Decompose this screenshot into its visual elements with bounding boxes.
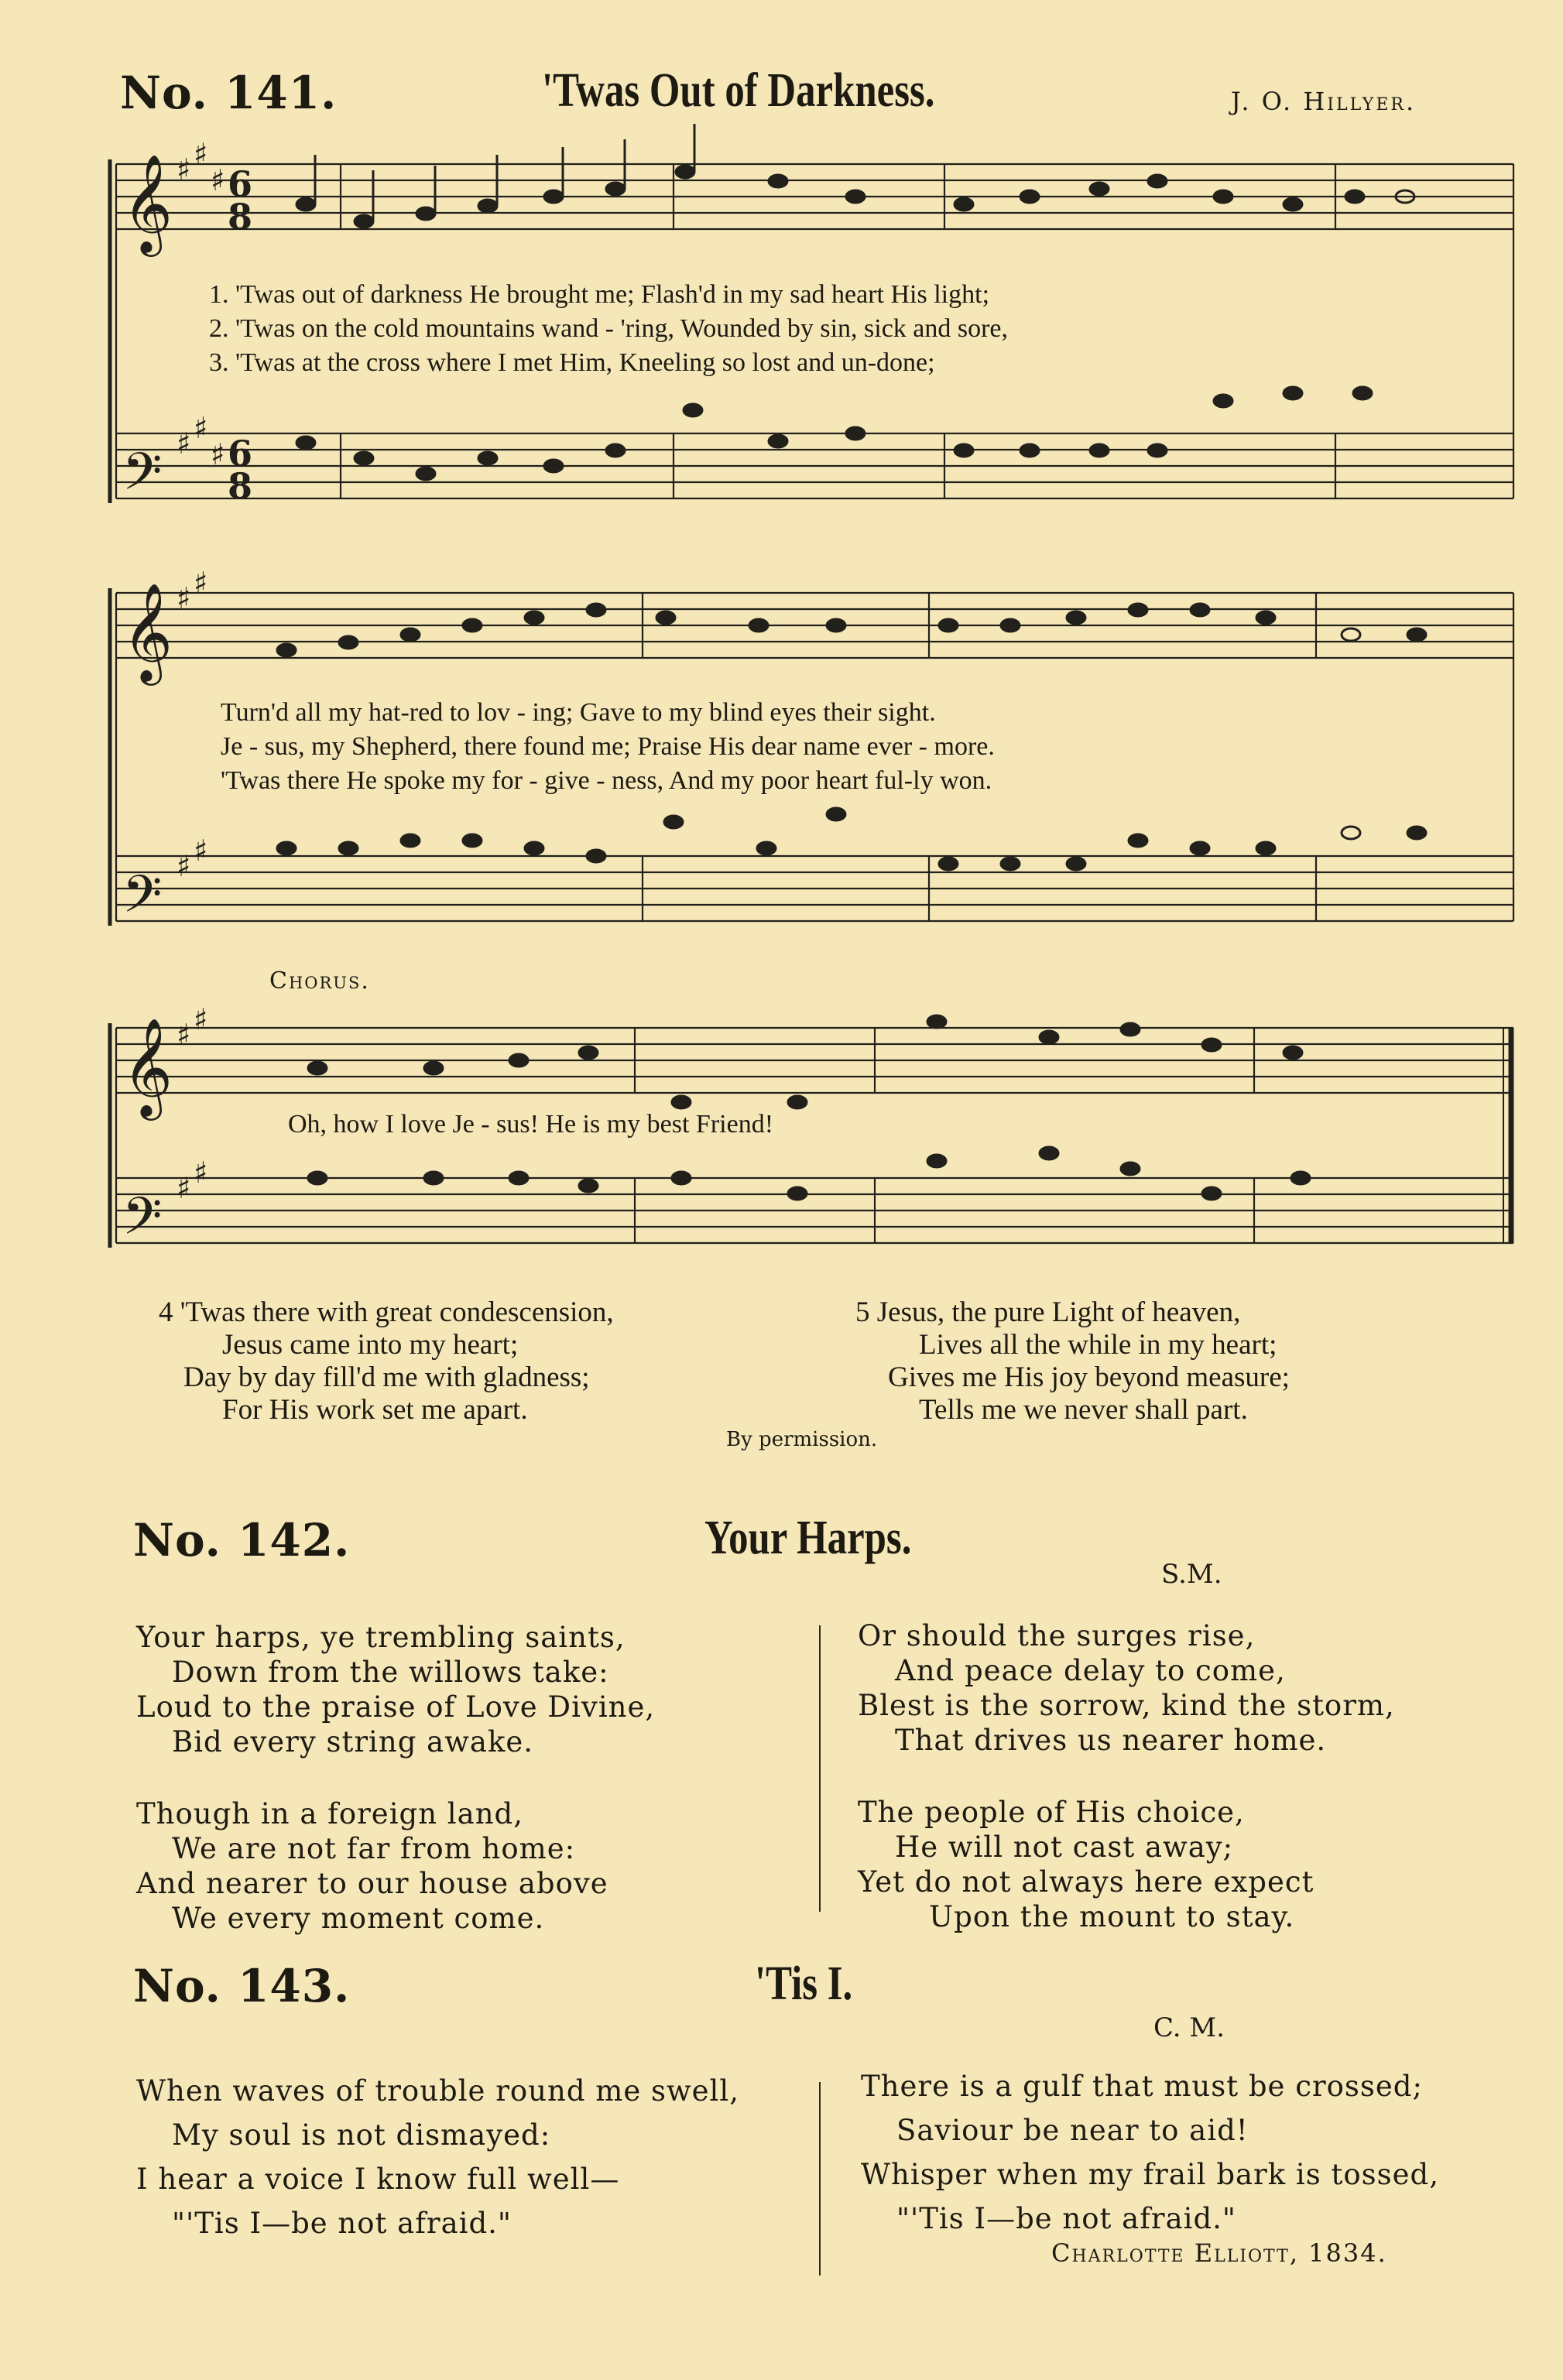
verse-line: There is a gulf that must be crossed; [861, 2070, 1423, 2103]
verse-line: 4 'Twas there with great condescension, [159, 1296, 614, 1328]
hymn-143-attribution: Charlotte Elliott, 1834. [1051, 2238, 1387, 2268]
hymn-143-number: No. 143. [133, 1960, 351, 2012]
svg-text:6: 6 [228, 163, 253, 205]
svg-text:8: 8 [228, 465, 253, 507]
permission-note: By permission. [726, 1428, 878, 1451]
staff-bass-3 [116, 1178, 1513, 1243]
hymn-143-meter: C. M. [1153, 2012, 1225, 2043]
verse-line: My soul is not dismayed: [172, 2118, 551, 2152]
bass-clef-1: 𝄢 [122, 442, 163, 514]
lyric-line: Je - sus, my Shepherd, there found me; Praise His dear name ever - more. [221, 732, 995, 761]
column-divider [819, 1625, 821, 1912]
hymn-143-right-column [861, 2070, 1439, 2236]
bass-clef-3: 𝄢 [122, 1187, 163, 1258]
staff-bass-2 [116, 856, 1513, 921]
svg-text:♯: ♯ [194, 411, 208, 445]
verse-line: "'Tis I—be not afraid." [172, 2207, 512, 2240]
svg-text:♯: ♯ [177, 152, 191, 187]
verse-line: Jesus came into my heart; [222, 1329, 519, 1361]
svg-text:♯: ♯ [194, 834, 208, 868]
svg-text:♯: ♯ [177, 849, 191, 883]
lyric-line: Turn'd all my hat-red to lov - ing; Gave to my blind eyes their sight. [221, 698, 936, 727]
verse-line: We are not far from home: [172, 1832, 576, 1865]
chorus-label: Chorus. [269, 967, 370, 995]
svg-text:♯: ♯ [177, 581, 191, 615]
verse-line: I hear a voice I know full well— [136, 2163, 620, 2196]
verse-lyrics-system-1 [209, 280, 1008, 382]
lyric-line: 3. 'Twas at the cross where I met Him, Kneeling so lost and un-done; [209, 348, 935, 377]
verse-line: And peace delay to come, [895, 1654, 1286, 1687]
column-divider [819, 2082, 821, 2276]
verse-line: That drives us nearer home. [895, 1724, 1327, 1757]
svg-text:♯: ♯ [211, 163, 225, 197]
staff-treble-2 [116, 593, 1513, 658]
hymn-143-title: 'Tis I. [755, 1957, 853, 2010]
verse-line: Tells me we never shall part. [919, 1394, 1248, 1426]
verse-line: Your harps, ye trembling saints, [136, 1621, 626, 1654]
svg-text:♯: ♯ [194, 566, 208, 600]
verse-line: Lives all the while in my heart; [919, 1329, 1277, 1361]
verse-line: Upon the mount to stay. [929, 1900, 1295, 1933]
svg-text:♯: ♯ [194, 1002, 208, 1036]
hymn-142-meter: S.M. [1161, 1559, 1222, 1590]
verse-line: Or should the surges rise, [858, 1619, 1256, 1652]
svg-text:♯: ♯ [177, 426, 191, 461]
svg-text:8: 8 [228, 196, 253, 238]
verse-line: Though in a foreign land, [136, 1797, 523, 1830]
verse-line: He will not cast away; [895, 1830, 1234, 1864]
verse-line: Whisper when my frail bark is tossed, [861, 2158, 1439, 2191]
verse-line: Day by day fill'd me with gladness; [183, 1361, 590, 1393]
verse-5 [855, 1296, 1290, 1426]
verse-line: Bid every string awake. [172, 1725, 534, 1758]
verse-line: Loud to the praise of Love Divine, [136, 1690, 656, 1724]
lyric-line: 1. 'Twas out of darkness He brought me; Flash'd in my sad heart His light; [209, 280, 990, 309]
hymn-143-left-column [136, 2074, 739, 2251]
staff-treble-1 [116, 164, 1513, 229]
svg-text:♯: ♯ [211, 437, 225, 471]
verse-line: For His work set me apart. [222, 1394, 528, 1426]
verse-line: Yet do not always here expect [858, 1865, 1314, 1899]
staff-treble-3 [116, 1028, 1513, 1093]
verse-4 [159, 1296, 614, 1426]
verse-line: 5 Jesus, the pure Light of heaven, [855, 1296, 1241, 1328]
svg-text:♯: ♯ [194, 1156, 208, 1190]
verse-lyrics-system-2 [221, 698, 995, 800]
lyric-line: 2. 'Twas on the cold mountains wand - 'ring, Wounded by sin, sick and sore, [209, 314, 1009, 343]
svg-text:♯: ♯ [194, 137, 208, 171]
lyric-line: 'Twas there He spoke my for - give - ness, And my poor heart ful-ly won. [221, 766, 992, 795]
hymn-142-number: No. 142. [133, 1514, 351, 1567]
bass-clef-2: 𝄢 [122, 865, 163, 937]
svg-text:♯: ♯ [177, 1018, 191, 1052]
hymn-142-left-column [136, 1621, 655, 1937]
verse-line: "'Tis I—be not afraid." [896, 2202, 1236, 2235]
verse-line: The people of His choice, [858, 1796, 1245, 1829]
treble-clef-2: 𝄞 [122, 582, 173, 681]
treble-clef-1: 𝄞 [122, 153, 173, 252]
hymn-141-author: J. O. Hillyer. [1231, 87, 1417, 116]
verse-line: Saviour be near to aid! [896, 2114, 1249, 2147]
hymn-141-title: 'Twas Out of Darkness. [542, 64, 935, 117]
verse-line: And nearer to our house above [136, 1867, 608, 1900]
verse-line: Blest is the sorrow, kind the storm, [858, 1689, 1395, 1722]
staff-bass-1 [116, 433, 1513, 498]
verse-line: When waves of trouble round me swell, [136, 2074, 739, 2108]
svg-text:♯: ♯ [177, 1171, 191, 1205]
verse-line: We every moment come. [172, 1902, 545, 1935]
hymn-142-right-column [858, 1619, 1395, 1935]
treble-clef-3: 𝄞 [122, 1017, 173, 1116]
svg-text:6: 6 [228, 433, 253, 474]
verse-line: Down from the willows take: [172, 1656, 609, 1689]
hymn-142-title: Your Harps. [704, 1512, 912, 1564]
hymn-141-number: No. 141. [120, 67, 338, 119]
verse-line: Gives me His joy beyond measure; [888, 1361, 1290, 1393]
chorus-lyric: Oh, how I love Je - sus! He is my best Friend! [288, 1110, 774, 1139]
